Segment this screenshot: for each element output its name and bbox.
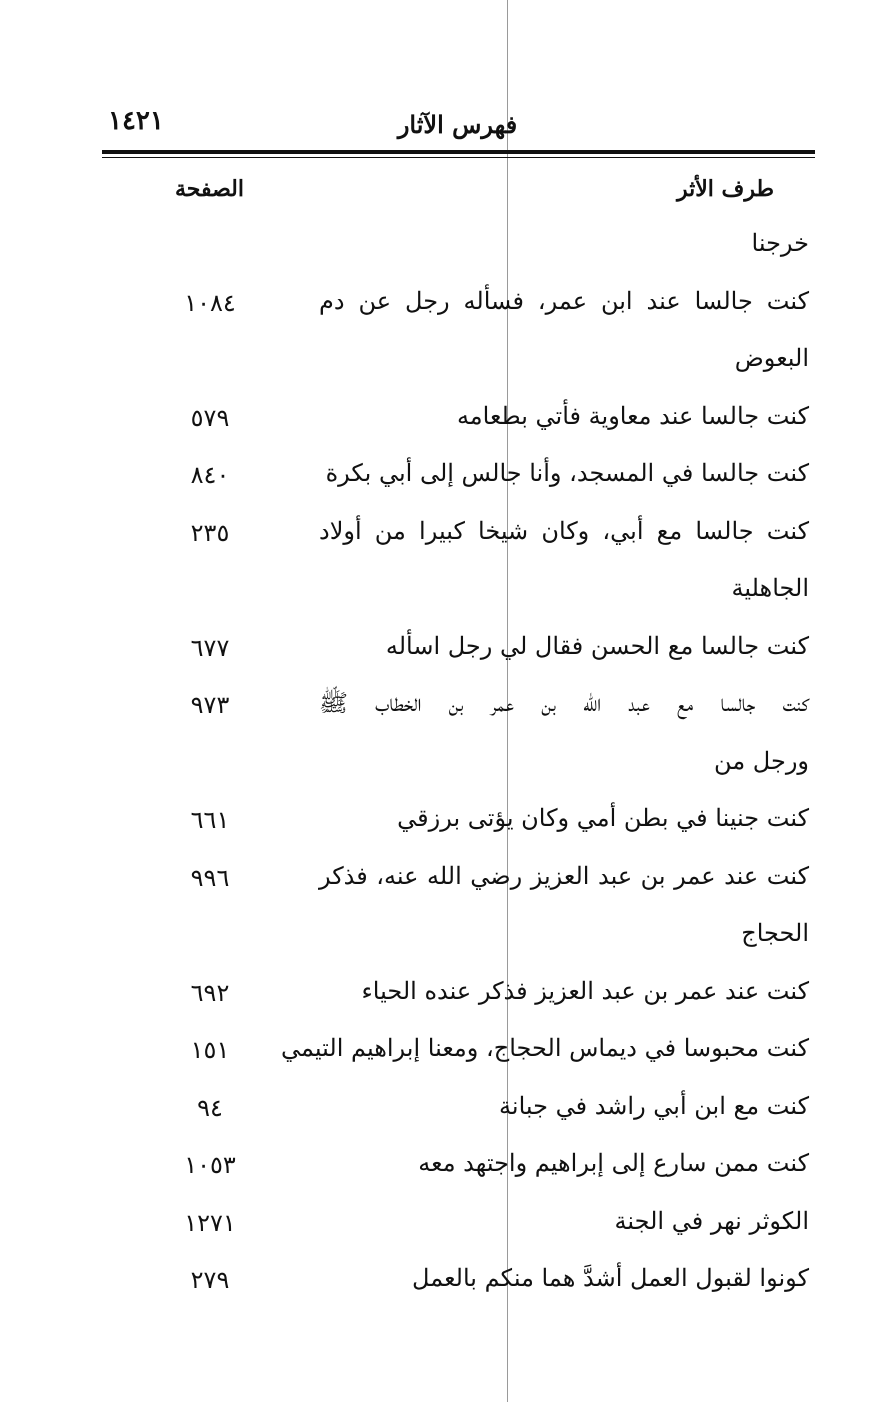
- entry-page: ٩٤: [197, 1093, 223, 1122]
- entry-text: كنت جالسا مع عبد الله بن عمر بن الخطاب ﷺ: [319, 689, 809, 717]
- index-line: [100, 678, 815, 736]
- index-line: [100, 1023, 815, 1081]
- index-line: [100, 1196, 815, 1254]
- entry-page: ١٢٧١: [184, 1208, 236, 1237]
- page-number: ١٤٢١: [108, 106, 164, 136]
- running-header: [100, 100, 815, 150]
- index-line: [100, 736, 815, 794]
- entry-text: الجاهلية: [731, 574, 809, 602]
- entry-text: كنت ممن سارع إلى إبراهيم واجتهد معه: [418, 1149, 809, 1177]
- entry-page: ٥٧٩: [190, 403, 230, 432]
- entry-text: كنت جالسا عند ابن عمر، فسأله رجل عن دم: [319, 286, 809, 315]
- entry-text: ورجل من: [714, 746, 809, 775]
- index-line: [100, 391, 815, 449]
- index-line: [100, 1138, 815, 1196]
- running-title: فهرس الآثار: [397, 110, 518, 139]
- entry-text: كنت جالسا في المسجد، وأنا جالس إلى أبي بكرة: [325, 459, 809, 487]
- entry-text: البعوض: [734, 344, 809, 372]
- index-line: [100, 506, 815, 564]
- index-line: [100, 793, 815, 851]
- entry-page: ٩٧٣: [190, 691, 230, 719]
- entry-text: كنت جالسا مع أبي، وكان شيخا كبيرا من أولاد: [319, 516, 809, 545]
- entry-page: ٢٣٥: [190, 518, 230, 547]
- entry-page: ١٠٥٣: [184, 1151, 236, 1179]
- index-line: [100, 1253, 815, 1311]
- column-heading-reference: طرف الأثر: [676, 176, 774, 202]
- entry-text: الكوثر نهر في الجنة: [614, 1206, 809, 1235]
- entry-page: ١٠٨٤: [184, 288, 236, 317]
- entry-page: ٢٧٩: [190, 1266, 230, 1294]
- entry-text: كنت جنينا في بطن أمي وكان يؤتى برزقي: [397, 804, 809, 832]
- entry-page: ٦٩٢: [190, 978, 230, 1007]
- header-rule-thin: [102, 157, 815, 158]
- index-line: [100, 448, 815, 506]
- entry-text: كنت عند عمر بن عبد العزيز رضي الله عنه، فذكر: [319, 861, 809, 890]
- index-line: [100, 908, 815, 966]
- entry-text: كنت مع ابن أبي راشد في جبانة: [499, 1091, 809, 1120]
- index-line: [100, 851, 815, 909]
- index-line: [100, 966, 815, 1024]
- entry-page: ٩٩٦: [190, 863, 230, 892]
- index-entries: [100, 218, 815, 1311]
- index-line: [100, 1081, 815, 1139]
- entry-page: ١٥١: [190, 1036, 230, 1064]
- entry-text: كونوا لقبول العمل أشدَّ هما منكم بالعمل: [412, 1264, 809, 1292]
- index-line: [100, 218, 815, 276]
- entry-text: كنت عند عمر بن عبد العزيز فذكر عنده الحياء: [361, 976, 809, 1005]
- entry-text: كنت محبوسا في ديماس الحجاج، ومعنا إبراهيم التيمي: [281, 1034, 809, 1062]
- index-line: [100, 621, 815, 679]
- entry-text: خرجنا: [751, 229, 809, 257]
- header-rule-thick: [102, 150, 815, 154]
- index-line: [100, 276, 815, 334]
- entry-text: كنت جالسا عند معاوية فأتي بطعامه: [456, 401, 809, 430]
- entry-page: ٦٧٧: [190, 633, 230, 662]
- index-line: [100, 563, 815, 621]
- column-heading-page: الصفحة: [174, 176, 244, 202]
- entry-text: كنت جالسا مع الحسن فقال لي رجل اسأله: [385, 631, 809, 660]
- entry-page: ٨٤٠: [190, 461, 230, 489]
- entry-page: ٦٦١: [190, 806, 230, 834]
- index-line: [100, 333, 815, 391]
- entry-text: الحجاج: [741, 919, 809, 947]
